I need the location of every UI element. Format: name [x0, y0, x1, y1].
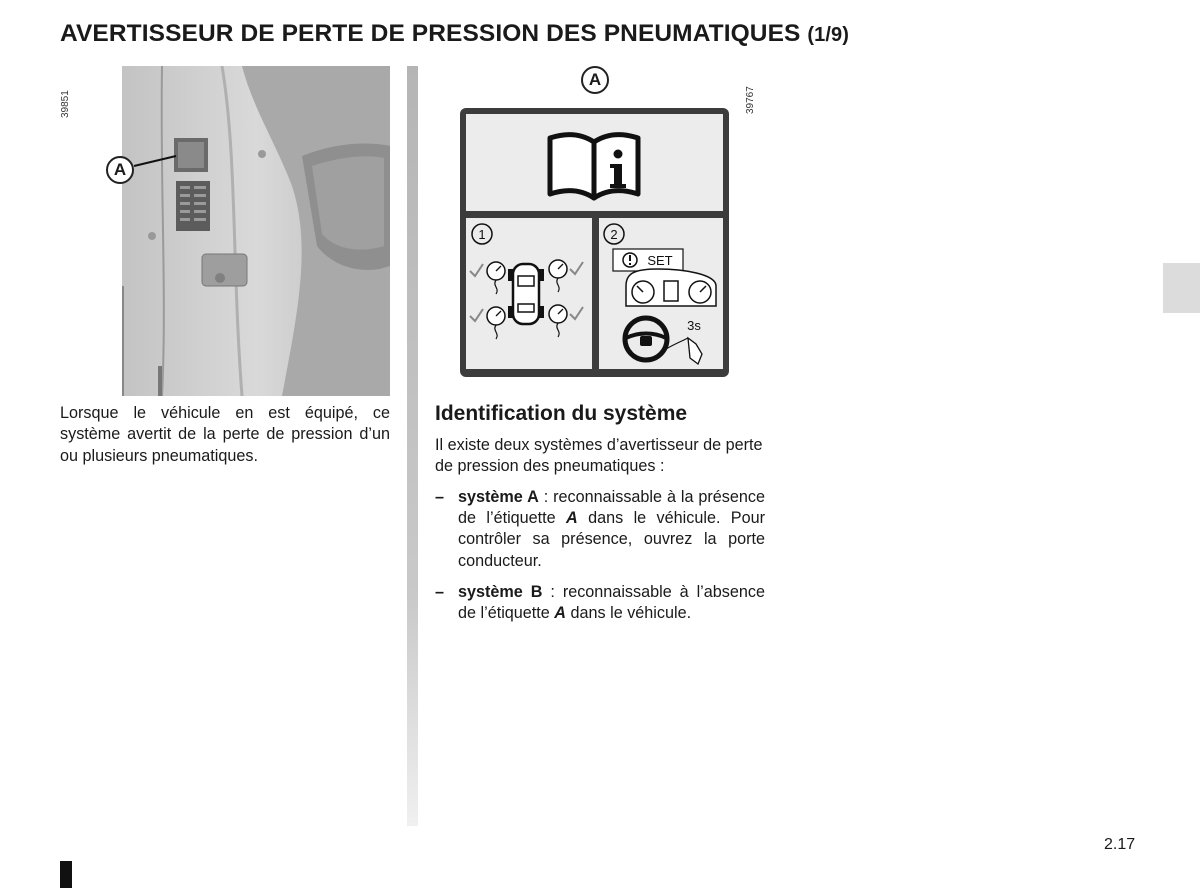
manual-book-icon	[550, 135, 638, 198]
section-heading: Identification du système	[435, 402, 688, 425]
system-list	[435, 487, 765, 634]
step-2-number: 2	[610, 227, 618, 242]
system-a-label-ref: A	[566, 509, 578, 528]
bullet-dash: –	[435, 488, 445, 506]
intro-paragraph: Lorsque le véhicule en est équipé, ce système avertit de la perte de pression d’un ou plusieurs pneumatiques.	[60, 404, 390, 465]
section-intro: Il existe deux systèmes d’avertisseur de perte de pression des pneumatiques :	[435, 436, 763, 475]
system-b-term: système B	[458, 582, 543, 601]
system-b-label-ref: A	[554, 604, 566, 623]
column-divider	[407, 66, 418, 826]
photo-reference-number: 39851	[60, 90, 71, 118]
chapter-thumb-tab	[1163, 263, 1200, 313]
corner-registration-mark	[60, 861, 72, 888]
duration-text: 3s	[687, 318, 701, 333]
page-title	[60, 20, 849, 48]
tyre-pressure-label-illustration	[458, 106, 731, 379]
label-figure-callout-a: A	[581, 66, 609, 94]
system-b-text-before: : reconnaissable à l’absence de l’étiquette	[458, 582, 765, 623]
page-title-part: (1/9)	[807, 24, 850, 46]
system-a-text-before: : reconnaissable à la présence de l’étiquette	[458, 488, 765, 528]
label-figure-reference-number: 39767	[745, 86, 756, 114]
system-a-term: système A	[458, 488, 539, 506]
photo-callout-a: A	[106, 156, 134, 184]
door-pillar-photo	[122, 66, 390, 396]
page-title-text: AVERTISSEUR DE PERTE DE PRESSION DES PNEUMATIQUES	[60, 20, 801, 47]
set-text: SET	[647, 253, 673, 268]
list-item-system-a	[435, 487, 765, 572]
system-b-text-after: dans le véhicule.	[566, 604, 692, 623]
step-1-number: 1	[478, 227, 486, 242]
system-a-text-after: dans le véhicule. Pour contrôler sa présence, ouvrez la porte conducteur.	[458, 509, 766, 570]
bullet-dash: –	[435, 582, 445, 601]
page-number: 2.17	[1104, 836, 1136, 853]
list-item-system-b	[435, 582, 765, 624]
